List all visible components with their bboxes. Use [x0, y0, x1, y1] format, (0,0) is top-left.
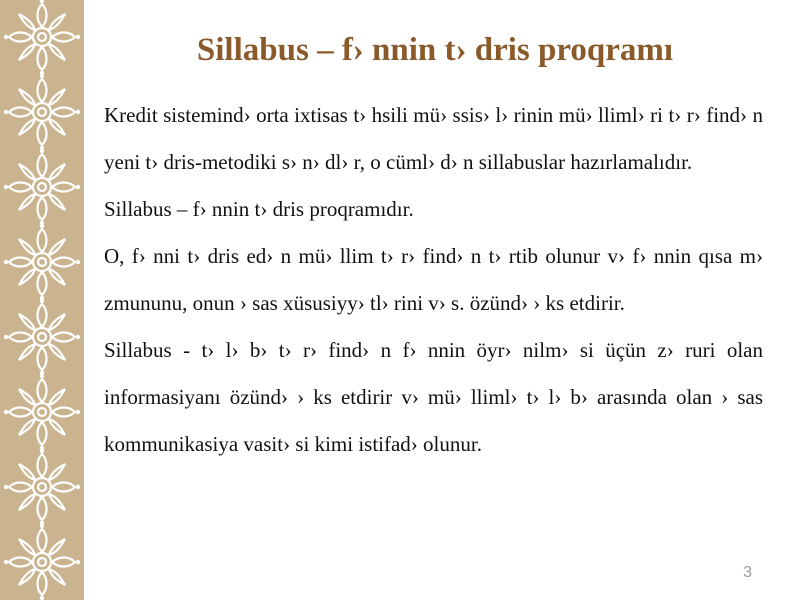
floral-ornament-icon [0, 0, 84, 600]
paragraph-3: O, f› nni t› dris ed› n mü› llim t› r› find› n t› rtib olunur v› f› nnin qısa m› zmununu, onun › sas xüsusiyy› tl› rini v› s. özünd› › ks etdirir. [104, 244, 763, 315]
slide-title: Sillabus – f› nnin t› dris proqramı [196, 32, 674, 68]
paragraph-1: Kredit sistemind› orta ixtisas t› hsili mü› ssis› l› rinin mü› lliml› ri t› r› find› n yeni t› dris-metodiki s› n› dl› r, o cüml› d› n sillabuslar hazırlamalıdır. [104, 103, 763, 174]
paragraph-2: Sillabus – f› nnin t› dris proqramıdır. [104, 197, 414, 221]
paragraph-4: Sillabus - t› l› b› t› r› find› n f› nnin öyr› nilm› si üçün z› ruri olan informasiyanı özünd› › ks etdirir v› mü› lliml› t› l› b› arasında olan › sas kommunikasiya vasit› si kimi istifad› olunur. [104, 338, 763, 456]
slide-body [104, 92, 763, 468]
page-number: 3 [743, 564, 752, 581]
ornamental-sidebar [0, 0, 84, 600]
